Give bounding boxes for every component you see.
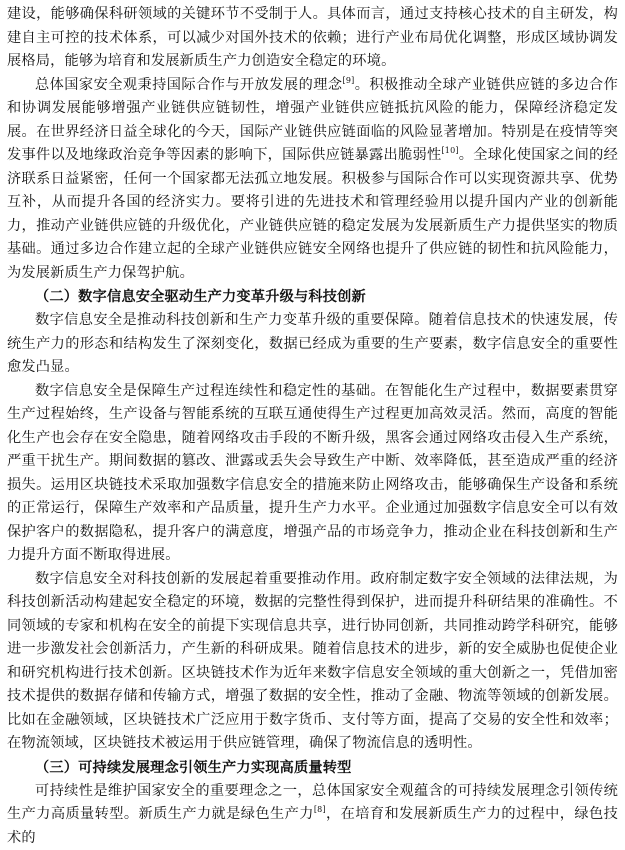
citation-8: [8] xyxy=(314,805,326,814)
paragraph-2-text-c: 。全球化使国家之间的经济联系日益紧密，任何一个国家都无法孤立地发展。积极参与国际合作可以实现资源共享、优势互补，从而提升各国的经济实力。要将引进的先进技术和管理经验用以提升国内产业的创新能力，推动产业链供应链的升级优化，产业链供应链的稳定发展为发展新质生产力提供坚实的物质基础。通过多边合作建立起的全球产业链供应链安全网络也提升了供应链的韧性和抗风险能力，为发展新质生产力保驾护航。 xyxy=(7,147,618,281)
citation-9: [9] xyxy=(343,76,355,85)
paragraph-6-text-b: ，在培育和发展新质生产力的过程中，绿色技术的 xyxy=(7,806,618,846)
paragraph-2-text-a: 总体国家安全观秉持国际合作与开放发展的理念 xyxy=(35,77,343,93)
citation-10: [10] xyxy=(441,146,458,155)
paragraph-3: 数字信息安全是推动科技创新和生产力变革升级的重要保障。随着信息技术的快速发展，传统生产力的形态和结构发生了深刻变化，数据已经成为重要的生产要素，数字信息安全的重要性愈发凸显。 xyxy=(7,309,618,380)
paragraph-6 xyxy=(7,780,618,850)
paragraph-1: 建设，能够确保科研领域的关键环节不受制于人。具体而言，通过支持核心技术的自主研发，构建自主可控的技术体系，可以减少对国外技术的依赖；进行产业布局优化调整，形成区域协调发展格局，能够为培育和发展新质生产力创造安全稳定的环境。 xyxy=(7,3,618,74)
section-heading-2: （二）数字信息安全驱动生产力变革升级与科技创新 xyxy=(7,285,618,309)
section-heading-3: （三）可持续发展理念引领生产力实现高质量转型 xyxy=(7,756,618,780)
paragraph-2 xyxy=(7,74,618,286)
paragraph-5: 数字信息安全对科技创新的发展起着重要推动作用。政府制定数字安全领域的法律法规，为科技创新活动构建起安全稳定的环境，数据的完整性得到保护，进而提升科研结果的准确性。不同领域的专家和机构在安全的前提下实现信息共享，进行协同创新，共同推动跨学科研究，能够进一步激发社会创新活力，产生新的科研成果。随着信息技术的进步，新的安全威胁也促使企业和研究机构进行技术创新。区块链技术作为近年来数字信息安全领域的重大创新之一，凭借加密技术提供的数据存储和传输方式，增强了数据的安全性，推动了金融、物流等领域的创新发展。比如在金融领域，区块链技术广泛应用于数字货币、支付等方面，提高了交易的安全性和效率；在物流领域，区块链技术被运用于供应链管理，确保了物流信息的透明性。 xyxy=(7,568,618,756)
paragraph-4: 数字信息安全是保障生产过程连续性和稳定性的基础。在智能化生产过程中，数据要素贯穿生产过程始终，生产设备与智能系统的互联互通使得生产过程更加高效灵活。然而，高度的智能化生产也会存在安全隐患，随着网络攻击手段的不断升级，黑客会通过网络攻击侵入生产系统，严重干扰生产。期间数据的篡改、泄露或丢失会导致生产中断、效率降低，甚至造成严重的经济损失。运用区块链技术采取加强数字信息安全的措施来防止网络攻击，能够确保生产设备和系统的正常运行，保障生产效率和产品质量，提升生产力水平。企业通过加强数字信息安全可以有效保护客户的数据隐私，提升客户的满意度，增强产品的市场竞争力，推动企业在科技创新和生产力提升方面不断取得进展。 xyxy=(7,380,618,568)
paragraph-2-text-b: 。积极推动全球产业链供应链的多边合作和协调发展能够增强产业链供应链韧性，增强产业链供应链抵抗风险的能力，保障经济稳定发展。在世界经济日益全球化的今天，国际产业链供应链面临的风险显著增加。特别是在疫情等突发事件以及地缘政治竞争等因素的影响下，国际供应链暴露出脆弱性 xyxy=(7,77,618,164)
paragraph-6-text-a: 可持续性是维护国家安全的重要理念之一，总体国家安全观蕴含的可持续发展理念引领传统生产力高质量转型。新质生产力就是绿色生产力 xyxy=(7,783,618,823)
